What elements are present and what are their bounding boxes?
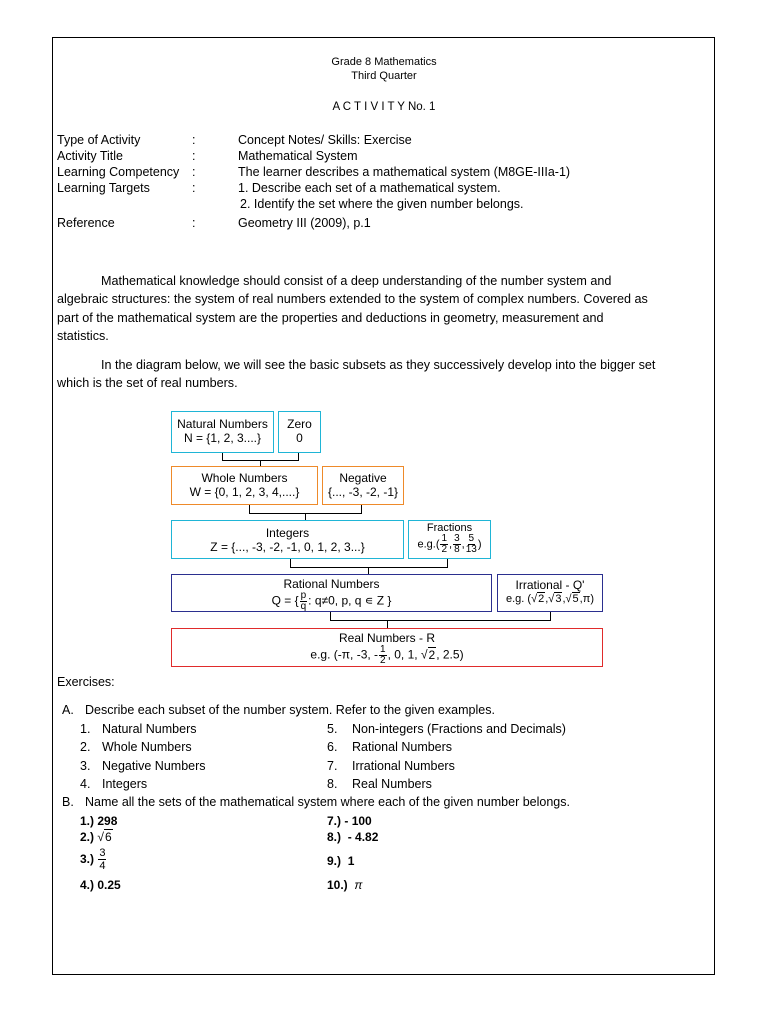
zero-box	[278, 411, 321, 453]
list-item: Negative Numbers	[102, 759, 206, 773]
item-number: 4.	[80, 777, 91, 791]
box-set: W = {0, 1, 2, 3, 4,....}	[189, 485, 300, 499]
box-set: {..., -3, -2, -1}	[327, 485, 399, 499]
rational-definition: Q = { $\frac{p}{q}$ : q≠0, p, q ∊ Z }	[271, 590, 392, 612]
box-set: 0	[296, 431, 303, 445]
meta-sep: :	[192, 181, 196, 195]
list-item: 8.) - 4.82	[327, 830, 379, 844]
meta-sep: :	[192, 165, 196, 179]
meta-value: 1. Describe each set of a mathematical system.	[238, 181, 501, 195]
part-a-letter: A.	[62, 703, 74, 717]
part-a-instruction: Describe each subset of the number system. Refer to the given examples.	[85, 703, 495, 717]
part-b-letter: B.	[62, 795, 74, 809]
irrational-box	[497, 574, 603, 612]
negative-box	[322, 466, 404, 505]
item-number: 3.	[80, 759, 91, 773]
item-number: 7.	[327, 759, 338, 773]
text-line: algebraic structures: the system of real numbers extended to the system of complex numbers. Covered as	[57, 292, 648, 307]
intro-paragraph	[57, 272, 709, 346]
list-item: Integers	[102, 777, 148, 791]
list-item: Irrational Numbers	[352, 759, 455, 773]
meta-value: Geometry III (2009), p.1	[238, 216, 371, 230]
meta-label: Learning Targets	[57, 181, 150, 195]
doc-quarter: Third Quarter	[351, 70, 417, 82]
fraction-examples: e.g.( $\frac{1}{2}$ , $\frac{3}{8}$ , $\frac{5}{13}$ )	[417, 533, 482, 555]
list-item: Natural Numbers	[102, 722, 197, 736]
box-title: Fractions	[426, 522, 473, 534]
box-title: Zero	[287, 417, 312, 431]
list-item: 10.) π	[327, 878, 363, 892]
meta-sep: :	[192, 216, 196, 230]
activity-number: A C T I V I T Y No. 1	[332, 101, 436, 113]
text-line: In the diagram below, we will see the basic subsets as they successively develop into the bigger set	[101, 358, 656, 372]
exercises-heading: Exercises:	[57, 675, 115, 689]
box-title: Rational Numbers	[283, 577, 380, 591]
box-set: N = {1, 2, 3....}	[183, 431, 262, 445]
text-line: Mathematical knowledge should consist of a deep understanding of the number system and	[101, 274, 612, 288]
real-numbers-box	[171, 628, 603, 667]
integers-box	[171, 520, 404, 559]
item-number: 1.	[80, 722, 91, 736]
list-item: 7.) - 100	[327, 814, 372, 828]
meta-label: Type of Activity	[57, 133, 141, 147]
list-item: Rational Numbers	[352, 740, 453, 754]
real-examples: e.g. (-π, -3, - $\frac{1}{2}$ , 0, 1, √2, 2.5)	[310, 644, 464, 666]
text-line: which is the set of real numbers.	[57, 376, 238, 391]
item-number: 2.	[80, 740, 91, 754]
fractions-box	[408, 520, 491, 559]
item-number: 6.	[327, 740, 338, 754]
box-title: Negative	[339, 471, 387, 485]
box-title: Real Numbers - R	[338, 631, 436, 645]
meta-label: Reference	[57, 216, 115, 230]
text-line: statistics.	[57, 329, 109, 344]
rational-numbers-box	[171, 574, 492, 612]
box-title: Whole Numbers	[201, 471, 288, 485]
text-line: part of the mathematical system are the properties and deductions in geometry, measurement and	[57, 310, 604, 325]
meta-label: Activity Title	[57, 149, 123, 163]
irrational-examples: e.g. (√2,√3,√5,π)	[506, 593, 594, 605]
box-title: Natural Numbers	[177, 417, 268, 431]
meta-value: Mathematical System	[238, 149, 358, 163]
box-set: Z = {..., -3, -2, -1, 0, 1, 2, 3...}	[210, 540, 365, 554]
diagram-paragraph	[57, 356, 709, 393]
box-title: Irrational - Q'	[515, 578, 585, 592]
part-b-instruction: Name all the sets of the mathematical system where each of the given number belongs.	[85, 795, 570, 809]
meta-value: 2. Identify the set where the given number belongs.	[240, 197, 524, 211]
natural-numbers-box	[171, 411, 274, 453]
box-title: Integers	[265, 526, 310, 540]
meta-value: Concept Notes/ Skills: Exercise	[238, 133, 412, 147]
item-number: 5.	[327, 722, 338, 736]
list-item: Whole Numbers	[102, 740, 192, 754]
list-item: 9.) 1	[327, 854, 355, 868]
item-number: 8.	[327, 777, 338, 791]
meta-sep: :	[192, 149, 196, 163]
doc-title: Grade 8 Mathematics	[331, 56, 437, 68]
list-item: 3.) $\frac{3}{4}$	[80, 847, 106, 872]
meta-value: The learner describes a mathematical system (M8GE-IIIa-1)	[238, 165, 571, 179]
whole-numbers-box	[171, 466, 318, 505]
meta-sep: :	[192, 133, 196, 147]
list-item: 4.) 0.25	[80, 878, 121, 892]
meta-label: Learning Competency	[57, 165, 180, 179]
list-item: 2.) √6	[80, 830, 112, 844]
list-item: Non-integers (Fractions and Decimals)	[352, 722, 566, 736]
list-item: Real Numbers	[352, 777, 432, 791]
list-item: 1.) 298	[80, 814, 118, 828]
